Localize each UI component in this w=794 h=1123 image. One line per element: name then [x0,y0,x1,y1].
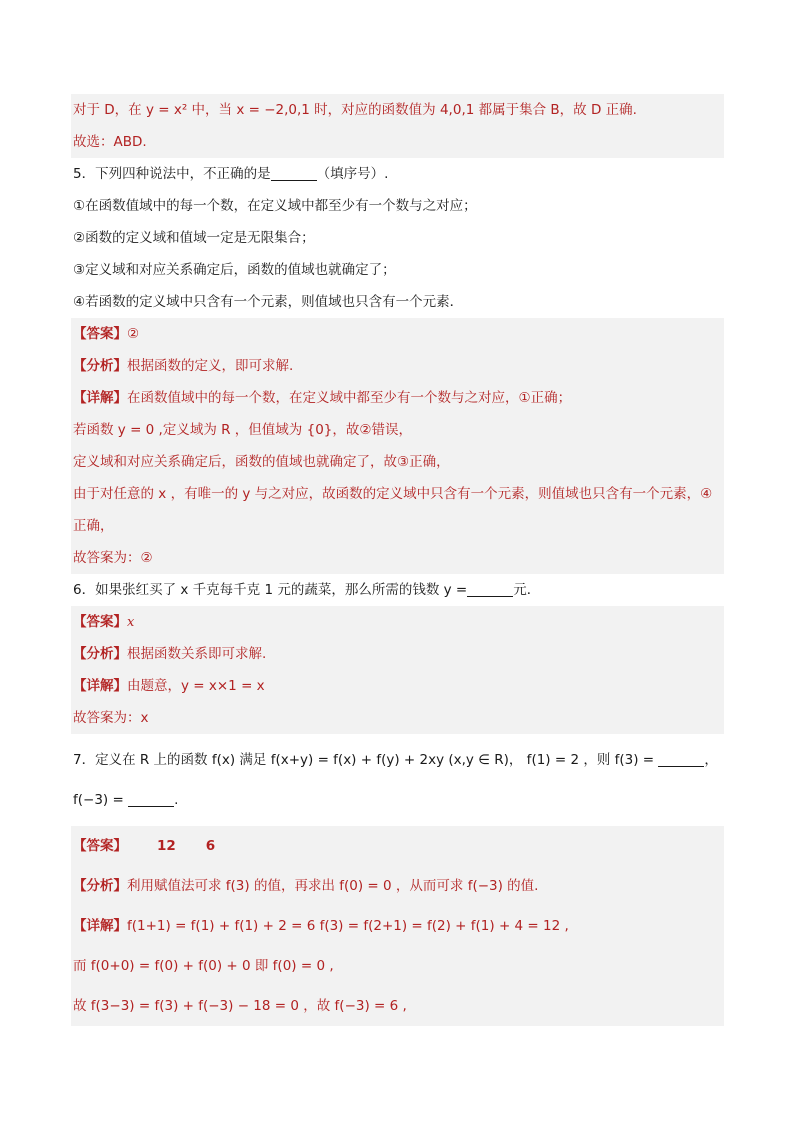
q7-detail-text-1: f(1+1) = f(1) + f(1) + 2 = 6 f(3) = f(2+1) = f(2) + f(1) + 4 = 12 , [127,918,569,934]
q5-answer [71,318,724,350]
q6-blank [467,580,513,597]
q5-option-2: ②函数的定义域和值域一定是无限集合； [73,230,315,246]
q7-answer-value-2: 6 [205,838,216,854]
q5-solution-block [71,318,724,574]
q5-analysis [71,350,724,382]
q5-detail-line-2: 若函数 y = 0 ,定义域为 R ，但值域为 {0}，故②错误， [73,422,412,438]
q7-stem-line-2: f(−3) = . [73,792,179,808]
q6-stem [71,574,724,606]
q7-detail-line-3: 故 f(3−3) = f(3) + f(−3) − 18 = 0 ，故 f(−3) = 6 , [73,998,407,1014]
prev-detail-line: 对于 D，在 y = x² 中，当 x = −2,0,1 时，对应的函数值为 4,0,1 都属于集合 B，故 D 正确. [73,102,637,118]
q5-detail [71,382,724,414]
detail-tag: 【详解】 [73,390,127,406]
q5-final-answer: 故答案为：② [73,550,153,566]
q7-stem-text-2: f(−3) = [73,792,124,808]
q6-stem-suffix: 元． [513,582,541,598]
q5-stem-text: 5．下列四种说法中，不正确的是 [73,166,271,182]
q5-option-1: ①在函数值域中的每一个数，在定义域中都至少有一个数与之对应； [73,198,477,214]
q7-stem-text: 7．定义在 R 上的函数 f(x) 满足 f(x+y) = f(x) + f(y) + 2xy (x,y ∈ R)， f(1) = 2 ，则 f(3) = [73,752,655,768]
q5-blank [271,164,317,181]
detail-tag: 【详解】 [73,678,127,694]
analysis-tag: 【分析】 [73,358,127,374]
q6-detail [71,670,724,702]
answer-tag: 【答案】 [73,326,127,342]
analysis-tag: 【分析】 [73,646,127,662]
q6-answer-value: x [127,615,135,630]
q7-blank-1 [658,750,704,767]
q7-detail [71,906,724,946]
q6-analysis [71,638,724,670]
q6-final-answer: 故答案为：x [73,710,149,726]
q5-stem [71,158,724,190]
q6-analysis-text: 根据函数关系即可求解. [127,646,267,662]
q7-answer [71,826,724,866]
q5-answer-value: ② [127,326,140,342]
q6-detail-text: 由题意，y = x×1 = x [127,678,265,694]
q5-detail-line-3: 定义域和对应关系确定后，函数的值域也就确定了，故③正确， [73,454,450,470]
q7-blank-2 [128,790,174,807]
prev-solution-block [71,94,724,158]
q5-detail-line-5: 正确， [73,518,114,534]
q7-solution-block [71,826,724,1026]
q5-detail-text-1: 在函数值域中的每一个数，在定义域中都至少有一个数与之对应，①正确； [127,390,572,406]
q5-stem-suffix: （填序号）. [316,166,389,182]
q5-option-4: ④若函数的定义域中只含有一个元素，则值域也只含有一个元素． [73,294,464,310]
q5-option-3: ③定义域和对应关系确定后，函数的值域也就确定了； [73,262,396,278]
q5-detail-line-4: 由于对任意的 x ，有唯一的 y 与之对应，故函数的定义域中只含有一个元素，则值域也只含有一个元素，④ [73,486,713,502]
q7-analysis-text: 利用赋值法可求 f(3) 的值，再求出 f(0) = 0 ，从而可求 f(−3) 的值. [127,878,539,894]
answer-tag: 【答案】 [73,838,127,854]
q7-analysis [71,866,724,906]
q7-stem: 7．定义在 R 上的函数 f(x) 满足 f(x+y) = f(x) + f(y) + 2xy (x,y ∈ R)， f(1) = 2 ，则 f(3) = ， [73,752,718,768]
page-content [71,94,724,1026]
q6-answer [71,606,724,638]
prev-final-line: 故选：ABD. [73,134,147,150]
detail-tag: 【详解】 [73,918,127,934]
q7-detail-line-2: 而 f(0+0) = f(0) + f(0) + 0 即 f(0) = 0 , [73,958,334,974]
q5-analysis-text: 根据函数的定义，即可求解. [127,358,294,374]
answer-tag: 【答案】 [73,614,127,630]
analysis-tag: 【分析】 [73,878,127,894]
q6-stem-text: 6．如果张红买了 x 千克每千克 1 元的蔬菜，那么所需的钱数 y = [73,582,468,598]
q7-answer-value-1: 12 [157,838,176,854]
q6-solution-block [71,606,724,734]
